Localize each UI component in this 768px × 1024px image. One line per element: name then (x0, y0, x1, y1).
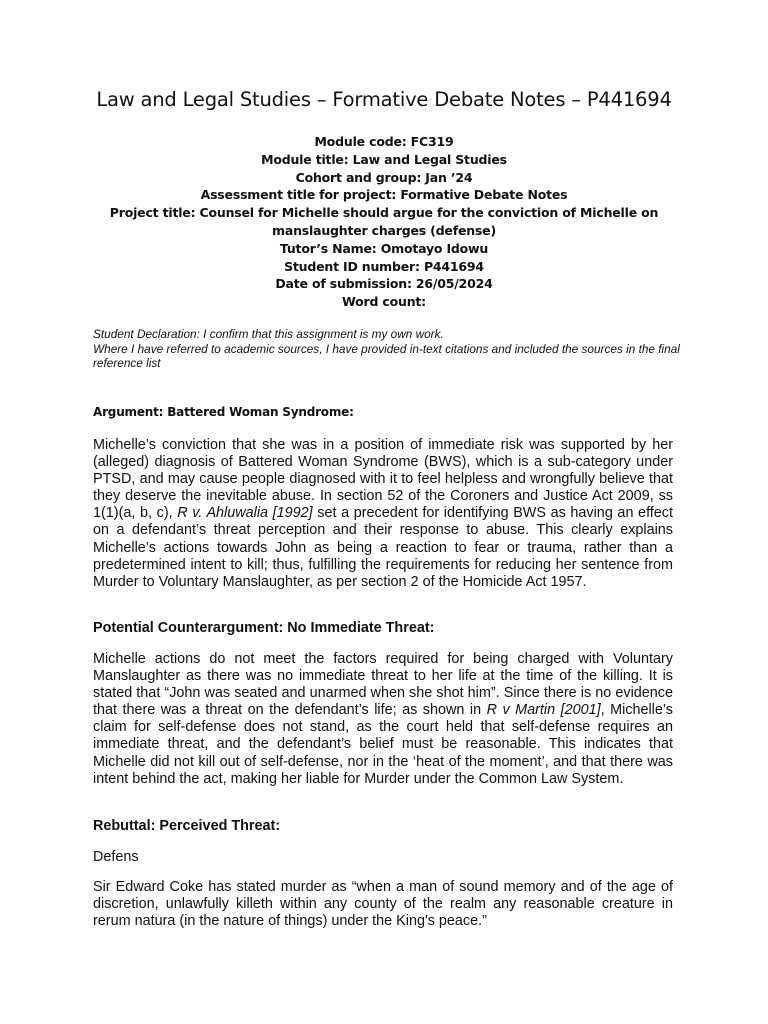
project-title-line-1: Project title: Counsel for Michelle should argue for the conviction of Michelle on (109, 205, 659, 221)
argument-text-b: set a precedent for identifying BWS as having an effect on a defendant’s threat perception and their response to abuse. This clearly explains Michelle’s actions towards John as being a reaction to fear or trauma, rather than a predetermined intent to kill; thus, fulfilling the requirements for reducing her sentence from Murder to Voluntary Manslaughter, as per section 2 of the Homicide Act 1957. (93, 505, 673, 590)
counterargument-text-b: , Michelle’s claim for self-defense does not stand, as the court held that self-defense requires an immediate threat, and the defendant’s belief must be reasonable. This indicates that Michelle did not kill out of self-defense, nor in the ‘heat of the moment’, and that there was intent behind the act, making her liable for Murder under the Common Law System. (93, 702, 673, 787)
submission-date: Date of submission: 26/05/2024 (275, 276, 493, 292)
declaration-line-1: Student Declaration: I confirm that this assignment is my own work. (93, 327, 444, 341)
document-title: Law and Legal Studies – Formative Debate Notes – P441694 (96, 88, 672, 111)
tutor-name: Tutor’s Name: Omotayo Idowu (279, 240, 489, 256)
cover-details (80, 133, 688, 311)
counterargument-heading: Potential Counterargument: No Immediate Threat: (93, 620, 435, 636)
counterargument-paragraph (93, 651, 673, 788)
argument-text-a: Michelle’s conviction that she was in a position of immediate risk was supported by her (alleged) diagnosis of Battered Woman Syndrome (BWS), which is a sub-category under PTSD, and may cause people diagnosed with it to feel helpless and wrongfully believe that they deserve the inevitable abuse. In section 52 of the Coroners and Justice Act 2009, ss 1(1)(a, b, c), (93, 437, 673, 522)
student-declaration (93, 327, 683, 371)
student-id: Student ID number: P441694 (284, 258, 484, 274)
argument-heading: Argument: Battered Woman Syndrome: (93, 405, 354, 419)
case-citation-ahluwalia: R v. Ahluwalia [1992] (177, 505, 313, 522)
word-count: Word count: (342, 294, 426, 310)
rebuttal-heading: Rebuttal: Perceived Threat: (93, 818, 281, 834)
case-citation-martin: R v Martin [2001] (486, 702, 601, 719)
cohort-group: Cohort and group: Jan ’24 (295, 169, 473, 185)
rebuttal-draft-text: Defens (93, 849, 139, 865)
declaration-line-2: Where I have referred to academic sources, I have provided in-text citations and included the sources in the final reference list (93, 341, 680, 370)
counterargument-text-a: Michelle actions do not meet the factors required for being charged with Voluntary Manslaughter as there was no immediate threat to her life at the time of the killing. It is stated that “John was seated and unarmed when she shot him”. Since there is no evidence that there was a threat on the defendant’s life; as shown in (93, 651, 673, 719)
project-title-line-2: manslaughter charges (defense) (272, 222, 496, 238)
module-code: Module code: FC319 (314, 134, 454, 149)
rebuttal-paragraph: Sir Edward Coke has stated murder as “when a man of sound memory and of the age of discretion, unlawfully killeth within any county of the realm any reasonable creature in rerum natura (in the nature of things) under the King's peace.” (93, 879, 673, 930)
argument-paragraph (93, 437, 673, 591)
module-title: Module title: Law and Legal Studies (261, 151, 507, 167)
assessment-title: Assessment title for project: Formative Debate Notes (200, 187, 568, 203)
